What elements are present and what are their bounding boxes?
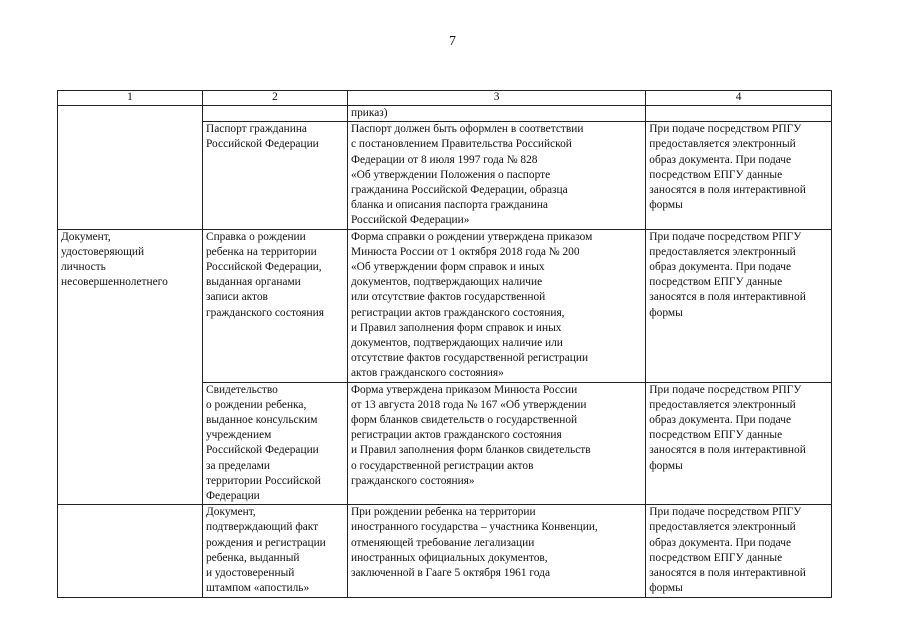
table-cell [58,106,203,230]
table-cell: Форма справки о рождении утверждена приказом Минюста России от 1 октября 2018 года № 200 «Об утверждении форм справок и иных документов, подтверждающих наличие или отсутствие фактов государственной регистрации актов гражданского состояния, и Правил заполнения форм справок и иных документов, подтверждающих наличие или отсутствие фактов государственной регистрации актов гражданского состояния» [347,229,645,382]
table-row [58,106,832,122]
table-header-row [58,91,832,106]
table-cell: Форма утверждена приказом Минюста России от 13 августа 2018 года № 167 «Об утверждении форм бланков свидетельств о государственной регистрации актов гражданского состояния и Правил заполнения форм бланков свидетельств о государственной регистрации актов гражданского состояния» [347,382,645,505]
table-cell: Документ, подтверждающий факт рождения и регистрации ребенка, выданный и удостоверенный штампом «апостиль» [202,505,347,597]
table-cell [58,505,203,597]
table-cell: Паспорт должен быть оформлен в соответствии с постановлением Правительства Российской Федерации от 8 июля 1997 года № 828 «Об утверждении Положения о паспорте гражданина Российской Федерации, образца бланка и описания паспорта гражданина Российской Федерации» [347,122,645,229]
column-header-3: 3 [347,91,645,106]
table-cell [646,106,832,122]
page-number: 7 [449,34,456,49]
table-cell: Справка о рождении ребенка на территории Российской Федерации, выданная органами записи актов гражданского состояния [202,229,347,382]
column-header-1: 1 [58,91,203,106]
table-cell: При подаче посредством РПГУ предоставляется электронный образ документа. При подаче посредством ЕПГУ данные заносятся в поля интерактивной формы [646,505,832,597]
table-row [58,505,832,597]
requirements-table [57,90,832,598]
table-cell: При подаче посредством РПГУ предоставляется электронный образ документа. При подаче посредством ЕПГУ данные заносятся в поля интерактивной формы [646,122,832,229]
table-cell: При рождении ребенка на территории иностранного государства – участника Конвенции, отменяющей требование легализации иностранных официальных документов, заключенной в Гааге 5 октября 1961 года [347,505,645,597]
column-header-2: 2 [202,91,347,106]
table-cell [202,106,347,122]
table-cell: При подаче посредством РПГУ предоставляется электронный образ документа. При подаче посредством ЕПГУ данные заносятся в поля интерактивной формы [646,382,832,505]
table-cell: приказ) [347,106,645,122]
table-cell: Свидетельство о рождении ребенка, выданное консульским учреждением Российской Федерации за пределами территории Российской Федерации [202,382,347,505]
table-cell: Паспорт гражданина Российской Федерации [202,122,347,229]
column-header-4: 4 [646,91,832,106]
table-cell: При подаче посредством РПГУ предоставляется электронный образ документа. При подаче посредством ЕПГУ данные заносятся в поля интерактивной формы [646,229,832,382]
table-cell: Документ, удостоверяющий личность несовершеннолетнего [58,229,203,505]
table-row [58,229,832,382]
